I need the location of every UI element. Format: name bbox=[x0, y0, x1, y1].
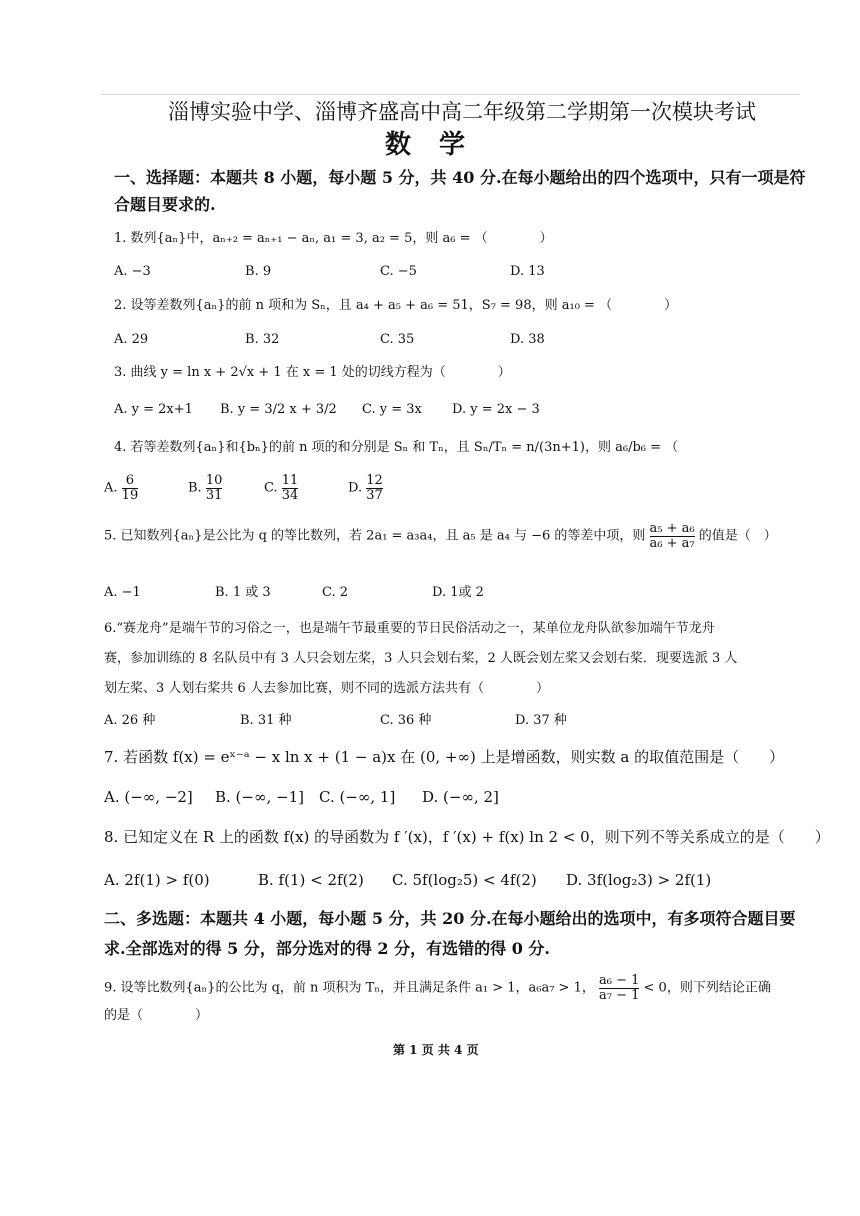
question-6-line2: 赛，参加训练的 8 名队员中有 3 人只会划左桨，3 人只会划右桨，2 人既会划左桨又会划右桨．现要选派 3 人 bbox=[104, 651, 738, 666]
fraction bbox=[206, 474, 223, 502]
question-6-option-d: D. 37 种 bbox=[515, 713, 567, 728]
numerator: a₅ + a₆ bbox=[649, 521, 695, 536]
option-label: B. bbox=[188, 480, 202, 496]
question-5-stem bbox=[104, 522, 777, 550]
question-3-option-d: D. y = 2x − 3 bbox=[452, 402, 540, 417]
question-1-option-c: C. −5 bbox=[380, 264, 417, 279]
question-5-option-c: C. 2 bbox=[322, 585, 349, 600]
question-1-option-d: D. 13 bbox=[510, 264, 545, 279]
question-5-stem-end: 的值是（ ） bbox=[698, 528, 777, 544]
option-label: A. bbox=[104, 480, 118, 496]
question-2-stem: 2. 设等差数列{aₙ}的前 n 项和为 Sₙ，且 a₄ + a₅ + a₆ = 51，S₇ = 98，则 a₁₀ = （ ） bbox=[114, 298, 678, 313]
option-label: D. bbox=[348, 480, 363, 496]
fraction bbox=[599, 974, 639, 1002]
numerator: a₆ − 1 bbox=[599, 973, 640, 988]
question-9-line2: 的是（ ） bbox=[104, 1008, 209, 1023]
question-3-stem: 3. 曲线 y = ln x + 2√x + 1 在 x = 1 处的切线方程为（ ） bbox=[114, 365, 511, 380]
fraction bbox=[282, 474, 299, 502]
fraction bbox=[650, 522, 695, 550]
denominator: 31 bbox=[205, 487, 223, 503]
question-8-option-a: A. 2f(1) > f(0) bbox=[104, 871, 210, 889]
question-4-option-d bbox=[348, 474, 383, 502]
question-6-line3: 划左桨、3 人划右桨共 6 人去参加比赛，则不同的选派方法共有（ ） bbox=[104, 681, 549, 696]
denominator: 34 bbox=[281, 487, 299, 503]
question-2-option-d: D. 38 bbox=[510, 332, 545, 347]
denominator: a₇ − 1 bbox=[599, 987, 640, 1003]
question-1-option-a: A. −3 bbox=[114, 264, 151, 279]
fraction bbox=[366, 474, 383, 502]
section2-heading-line1: 二、多选题：本题共 4 小题，每小题 5 分，共 20 分.在每小题给出的选项中，有多项符合题目要 bbox=[104, 909, 796, 928]
question-7-option-d: D. (−∞, 2] bbox=[422, 788, 499, 806]
question-3-option-c: C. y = 3x bbox=[362, 402, 422, 417]
question-2-option-a: A. 29 bbox=[114, 332, 149, 347]
question-7-option-a: A. (−∞, −2] bbox=[104, 788, 193, 806]
fraction bbox=[122, 474, 139, 502]
question-4-option-b bbox=[188, 474, 222, 502]
question-4-stem: 4. 若等差数列{aₙ}和{bₙ}的前 n 项的和分别是 Sₙ 和 Tₙ，且 Sₙ/Tₙ = n/(3n+1)，则 a₆/b₆ = （ bbox=[114, 440, 679, 455]
question-9-stem-end: < 0，则下列结论正确 bbox=[643, 980, 771, 996]
question-5-option-a: A. −1 bbox=[104, 585, 141, 600]
question-6-option-c: C. 36 种 bbox=[380, 713, 432, 728]
question-6-option-a: A. 26 种 bbox=[104, 713, 156, 728]
question-7-stem: 7. 若函数 f(x) = eˣ⁻ᵃ − x ln x + (1 − a)x 在 (0, +∞) 上是增函数，则实数 a 的取值范围是（ ） bbox=[104, 748, 785, 766]
question-8-stem: 8. 已知定义在 R 上的函数 f(x) 的导函数为 f ′(x)，f ′(x) + f(x) ln 2 < 0，则下列不等关系成立的是（ ） bbox=[104, 828, 830, 846]
question-9-stem-text: 9. 设等比数列{aₙ}的公比为 q，前 n 项积为 Tₙ，并且满足条件 a₁ > 1，a₆a₇ > 1， bbox=[104, 980, 595, 996]
denominator: a₆ + a₇ bbox=[649, 535, 695, 551]
question-6-line1: 6.“赛龙舟”是端午节的习俗之一，也是端午节最重要的节日民俗活动之一，某单位龙舟队欲参加端午节龙舟 bbox=[104, 621, 715, 636]
subject-title: 数学 bbox=[385, 130, 494, 160]
denominator: 37 bbox=[366, 487, 383, 503]
question-4-option-c bbox=[264, 474, 298, 502]
question-8-option-d: D. 3f(log₂3) > 2f(1) bbox=[566, 871, 712, 889]
question-5-option-b: B. 1 或 3 bbox=[215, 585, 271, 600]
question-7-option-b: B. (−∞, −1] bbox=[215, 788, 304, 806]
section1-heading-line2: 合题目要求的. bbox=[114, 195, 216, 214]
question-5-option-d: D. 1或 2 bbox=[432, 585, 484, 600]
question-3-option-b: B. y = 3/2 x + 3/2 bbox=[220, 402, 337, 417]
numerator: 12 bbox=[366, 473, 383, 488]
section2-heading-line2: 求.全部选对的得 5 分，部分选对的得 2 分，有选错的得 0 分. bbox=[104, 939, 550, 958]
question-6-option-b: B. 31 种 bbox=[240, 713, 292, 728]
question-8-option-c: C. 5f(log₂5) < 4f(2) bbox=[392, 871, 537, 889]
numerator: 10 bbox=[205, 473, 223, 488]
option-label: C. bbox=[264, 480, 278, 496]
exam-title: 淄博实验中学、淄博齐盛高中高二年级第二学期第一次模块考试 bbox=[168, 100, 756, 124]
question-1-option-b: B. 9 bbox=[245, 264, 272, 279]
question-5-stem-text: 5. 已知数列{aₙ}是公比为 q 的等比数列，若 2a₁ = a₃a₄，且 a₅ 是 a₄ 与 −6 的等差中项，则 bbox=[104, 528, 646, 544]
question-7-option-c: C. (−∞, 1] bbox=[319, 788, 396, 806]
question-2-option-c: C. 35 bbox=[380, 332, 415, 347]
denominator: 19 bbox=[121, 487, 139, 503]
question-3-option-a: A. y = 2x+1 bbox=[114, 402, 193, 417]
header-rule bbox=[100, 94, 800, 95]
question-9-stem bbox=[104, 974, 771, 1002]
numerator: 6 bbox=[125, 473, 135, 488]
page-footer: 第 1 页 共 4 页 bbox=[393, 1043, 479, 1057]
numerator: 11 bbox=[281, 473, 299, 488]
question-2-option-b: B. 32 bbox=[245, 332, 280, 347]
question-8-option-b: B. f(1) < 2f(2) bbox=[258, 871, 364, 889]
section1-heading-line1: 一、选择题：本题共 8 小题，每小题 5 分，共 40 分.在每小题给出的四个选项中，只有一项是符 bbox=[114, 168, 806, 187]
question-1-stem: 1. 数列{aₙ}中，aₙ₊₂ = aₙ₊₁ − aₙ, a₁ = 3, a₂ = 5，则 a₆ = （ ） bbox=[114, 231, 553, 246]
question-4-option-a bbox=[104, 474, 138, 502]
